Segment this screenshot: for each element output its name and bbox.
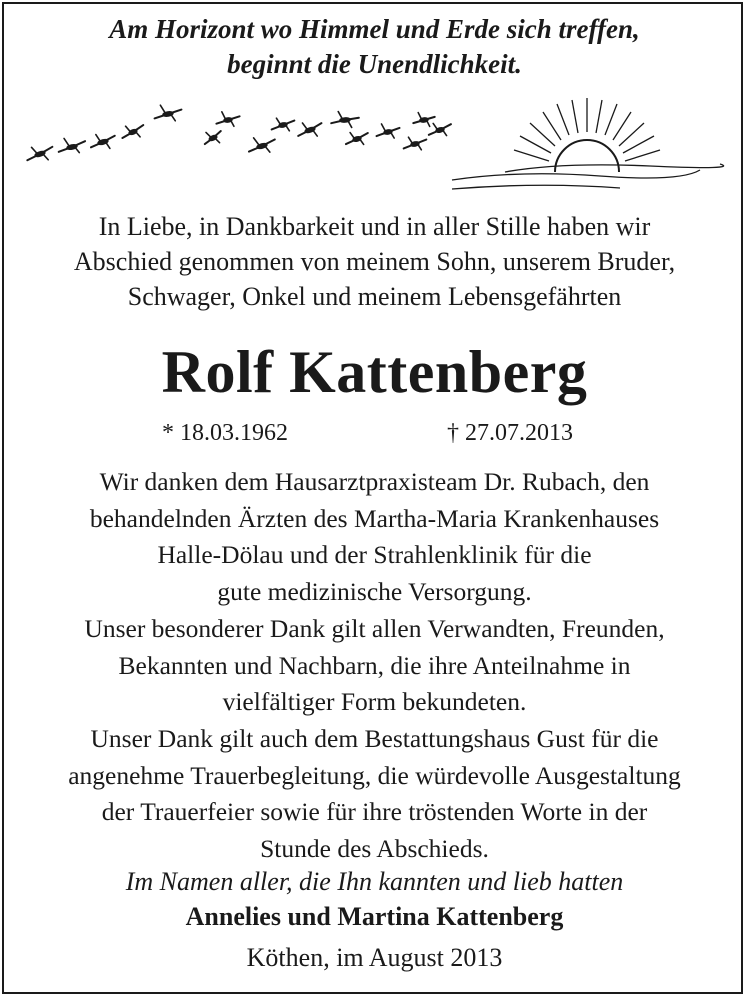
motto-line-1: Am Horizont wo Himmel und Erde sich treffen,: [109, 14, 640, 44]
thanks-line-11: Stunde des Abschieds.: [260, 834, 489, 864]
deceased-name: Rolf Kattenberg: [161, 339, 588, 405]
intro-line-2: Abschied genommen von meinem Sohn, unserem Bruder,: [73, 247, 676, 276]
intro-text: [0, 209, 749, 314]
thanks-line-3: Halle-Dölau und der Strahlenklinik für die: [157, 540, 592, 570]
intro-line-3: Schwager, Onkel und meinem Lebensgefährten: [127, 282, 622, 311]
thanks-line-1: Wir danken dem Hausarztpraxisteam Dr. Rubach, den: [99, 467, 650, 496]
flying-birds-icon: [24, 102, 453, 166]
thanks-line-5: Unser besonderer Dank gilt allen Verwandten, Freunden,: [84, 613, 665, 643]
closing-italic-line: Im Namen aller, die Ihn kannten und lieb hatten: [125, 867, 624, 896]
thanks-line-4: gute medizinische Versorgung.: [217, 577, 532, 607]
death-date: † 27.07.2013: [447, 420, 573, 446]
birth-date: * 18.03.1962: [162, 420, 288, 446]
motto: [0, 12, 749, 82]
thanks-line-7: vielfältiger Form bekundeten.: [222, 687, 527, 717]
setting-sun-icon: [452, 98, 724, 189]
signers: Annelies und Martina Kattenberg: [185, 902, 564, 931]
motto-line-2: beginnt die Unendlichkeit.: [227, 49, 522, 79]
intro-line-1: In Liebe, in Dankbarkeit und in aller Stille haben wir: [98, 212, 651, 241]
place-date: Köthen, im August 2013: [246, 943, 503, 972]
thanks-line-2: behandelnden Ärzten des Martha-Maria Krankenhauses: [89, 503, 660, 533]
thanks-line-6: Bekannten und Nachbarn, die ihre Anteilnahme in: [118, 650, 631, 680]
thanks-line-10: der Trauerfeier sowie für ihre tröstenden Worte in der: [101, 797, 648, 827]
thanks-line-8: Unser Dank gilt auch dem Bestattungshaus Gust für die: [90, 723, 659, 753]
thanks-line-9: angenehme Trauerbegleitung, die würdevolle Ausgestaltung: [68, 760, 681, 790]
thanks-text: [0, 464, 749, 868]
illustration: [0, 92, 749, 200]
